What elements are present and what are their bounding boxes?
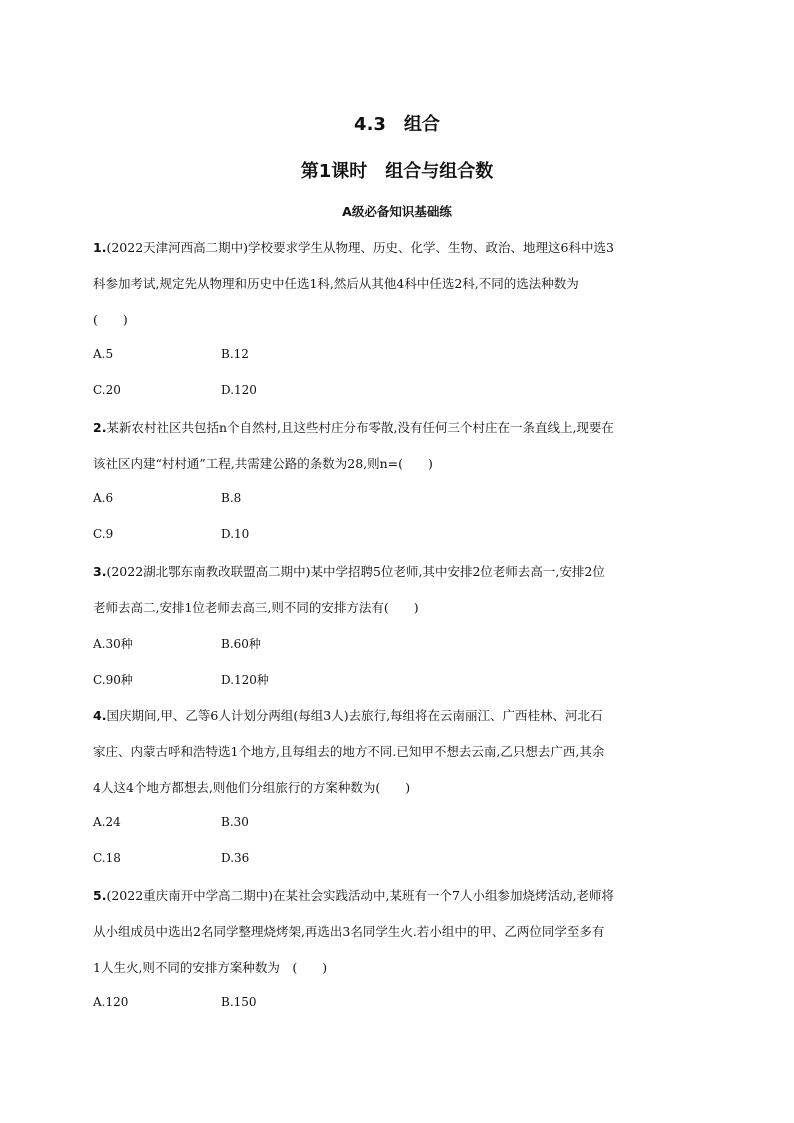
question-1-line-1: 1.(2022天津河西高二期中)学校要求学生从物理、历史、化学、生物、政治、地理这6科中选3 — [93, 240, 614, 255]
question-5 — [93, 878, 703, 986]
option-c: C.20 — [93, 383, 121, 397]
option-b: B.8 — [221, 491, 242, 505]
level-title: A级必备知识基础练 — [342, 204, 452, 219]
question-1 — [93, 230, 703, 338]
question-1-number: 1. — [93, 240, 107, 255]
option-c: C.9 — [93, 527, 114, 541]
question-1-line-3: ( ) — [93, 312, 128, 327]
option-a: A.24 — [93, 815, 121, 829]
question-4-line-2: 家庄、内蒙古呼和浩特选1个地方,且每组去的地方不同.已知甲不想去云南,乙只想去广西,其余 — [93, 744, 605, 759]
question-2-number: 2. — [93, 420, 107, 435]
option-b: B.12 — [221, 347, 249, 361]
option-b: B.150 — [221, 995, 257, 1009]
question-5-line-1: 5.(2022重庆南开中学高二期中)在某社会实践活动中,某班有一个7人小组参加烧烤活动,老师将 — [93, 888, 614, 903]
question-3-number: 3. — [93, 564, 107, 579]
question-3-line-1: 3.(2022湖北鄂东南教改联盟高二期中)某中学招聘5位老师,其中安排2位老师去高一,安排2位 — [93, 564, 605, 579]
option-d: D.120 — [221, 383, 257, 397]
question-4-line-1: 4.国庆期间,甲、乙等6人计划分两组(每组3人)去旅行,每组将在云南丽江、广西桂林、河北石 — [93, 708, 603, 723]
question-4-line-3: 4人这4个地方都想去,则他们分组旅行的方案种数为( ) — [93, 780, 411, 795]
option-d: D.36 — [221, 851, 250, 865]
option-a: A.6 — [93, 491, 114, 505]
question-1-line-2: 科参加考试,规定先从物理和历史中任选1科,然后从其他4科中任选2科,不同的选法种数为 — [93, 276, 579, 291]
question-2-line-2: 该社区内建“村村通”工程,共需建公路的条数为28,则n=( ) — [93, 456, 433, 471]
question-3 — [93, 554, 703, 626]
question-4 — [93, 698, 703, 806]
option-b: B.60种 — [221, 637, 261, 651]
option-a: A.5 — [93, 347, 114, 361]
option-d: D.120种 — [221, 673, 269, 687]
option-c: C.18 — [93, 851, 121, 865]
question-4-number: 4. — [93, 708, 107, 723]
option-a: A.120 — [93, 995, 129, 1009]
question-3-line-2: 老师去高二,安排1位老师去高三,则不同的安排方法有( ) — [93, 600, 419, 615]
option-c: C.90种 — [93, 673, 133, 687]
question-2-line-1: 2.某新农村社区共包括n个自然村,且这些村庄分布零散,没有任何三个村庄在一条直线上,现要在 — [93, 420, 614, 435]
section-title: 4.3 组合 — [354, 114, 440, 135]
option-a: A.30种 — [93, 637, 133, 651]
lesson-title: 第1课时 组合与组合数 — [300, 161, 494, 182]
question-5-line-3: 1人生火,则不同的安排方案种数为 ( ) — [93, 960, 328, 975]
question-5-number: 5. — [93, 888, 107, 903]
question-5-line-2: 从小组成员中选出2名同学整理烧烤架,再选出3名同学生火.若小组中的甲、乙两位同学至多有 — [93, 924, 605, 939]
option-d: D.10 — [221, 527, 250, 541]
option-b: B.30 — [221, 815, 249, 829]
question-2 — [93, 410, 703, 482]
